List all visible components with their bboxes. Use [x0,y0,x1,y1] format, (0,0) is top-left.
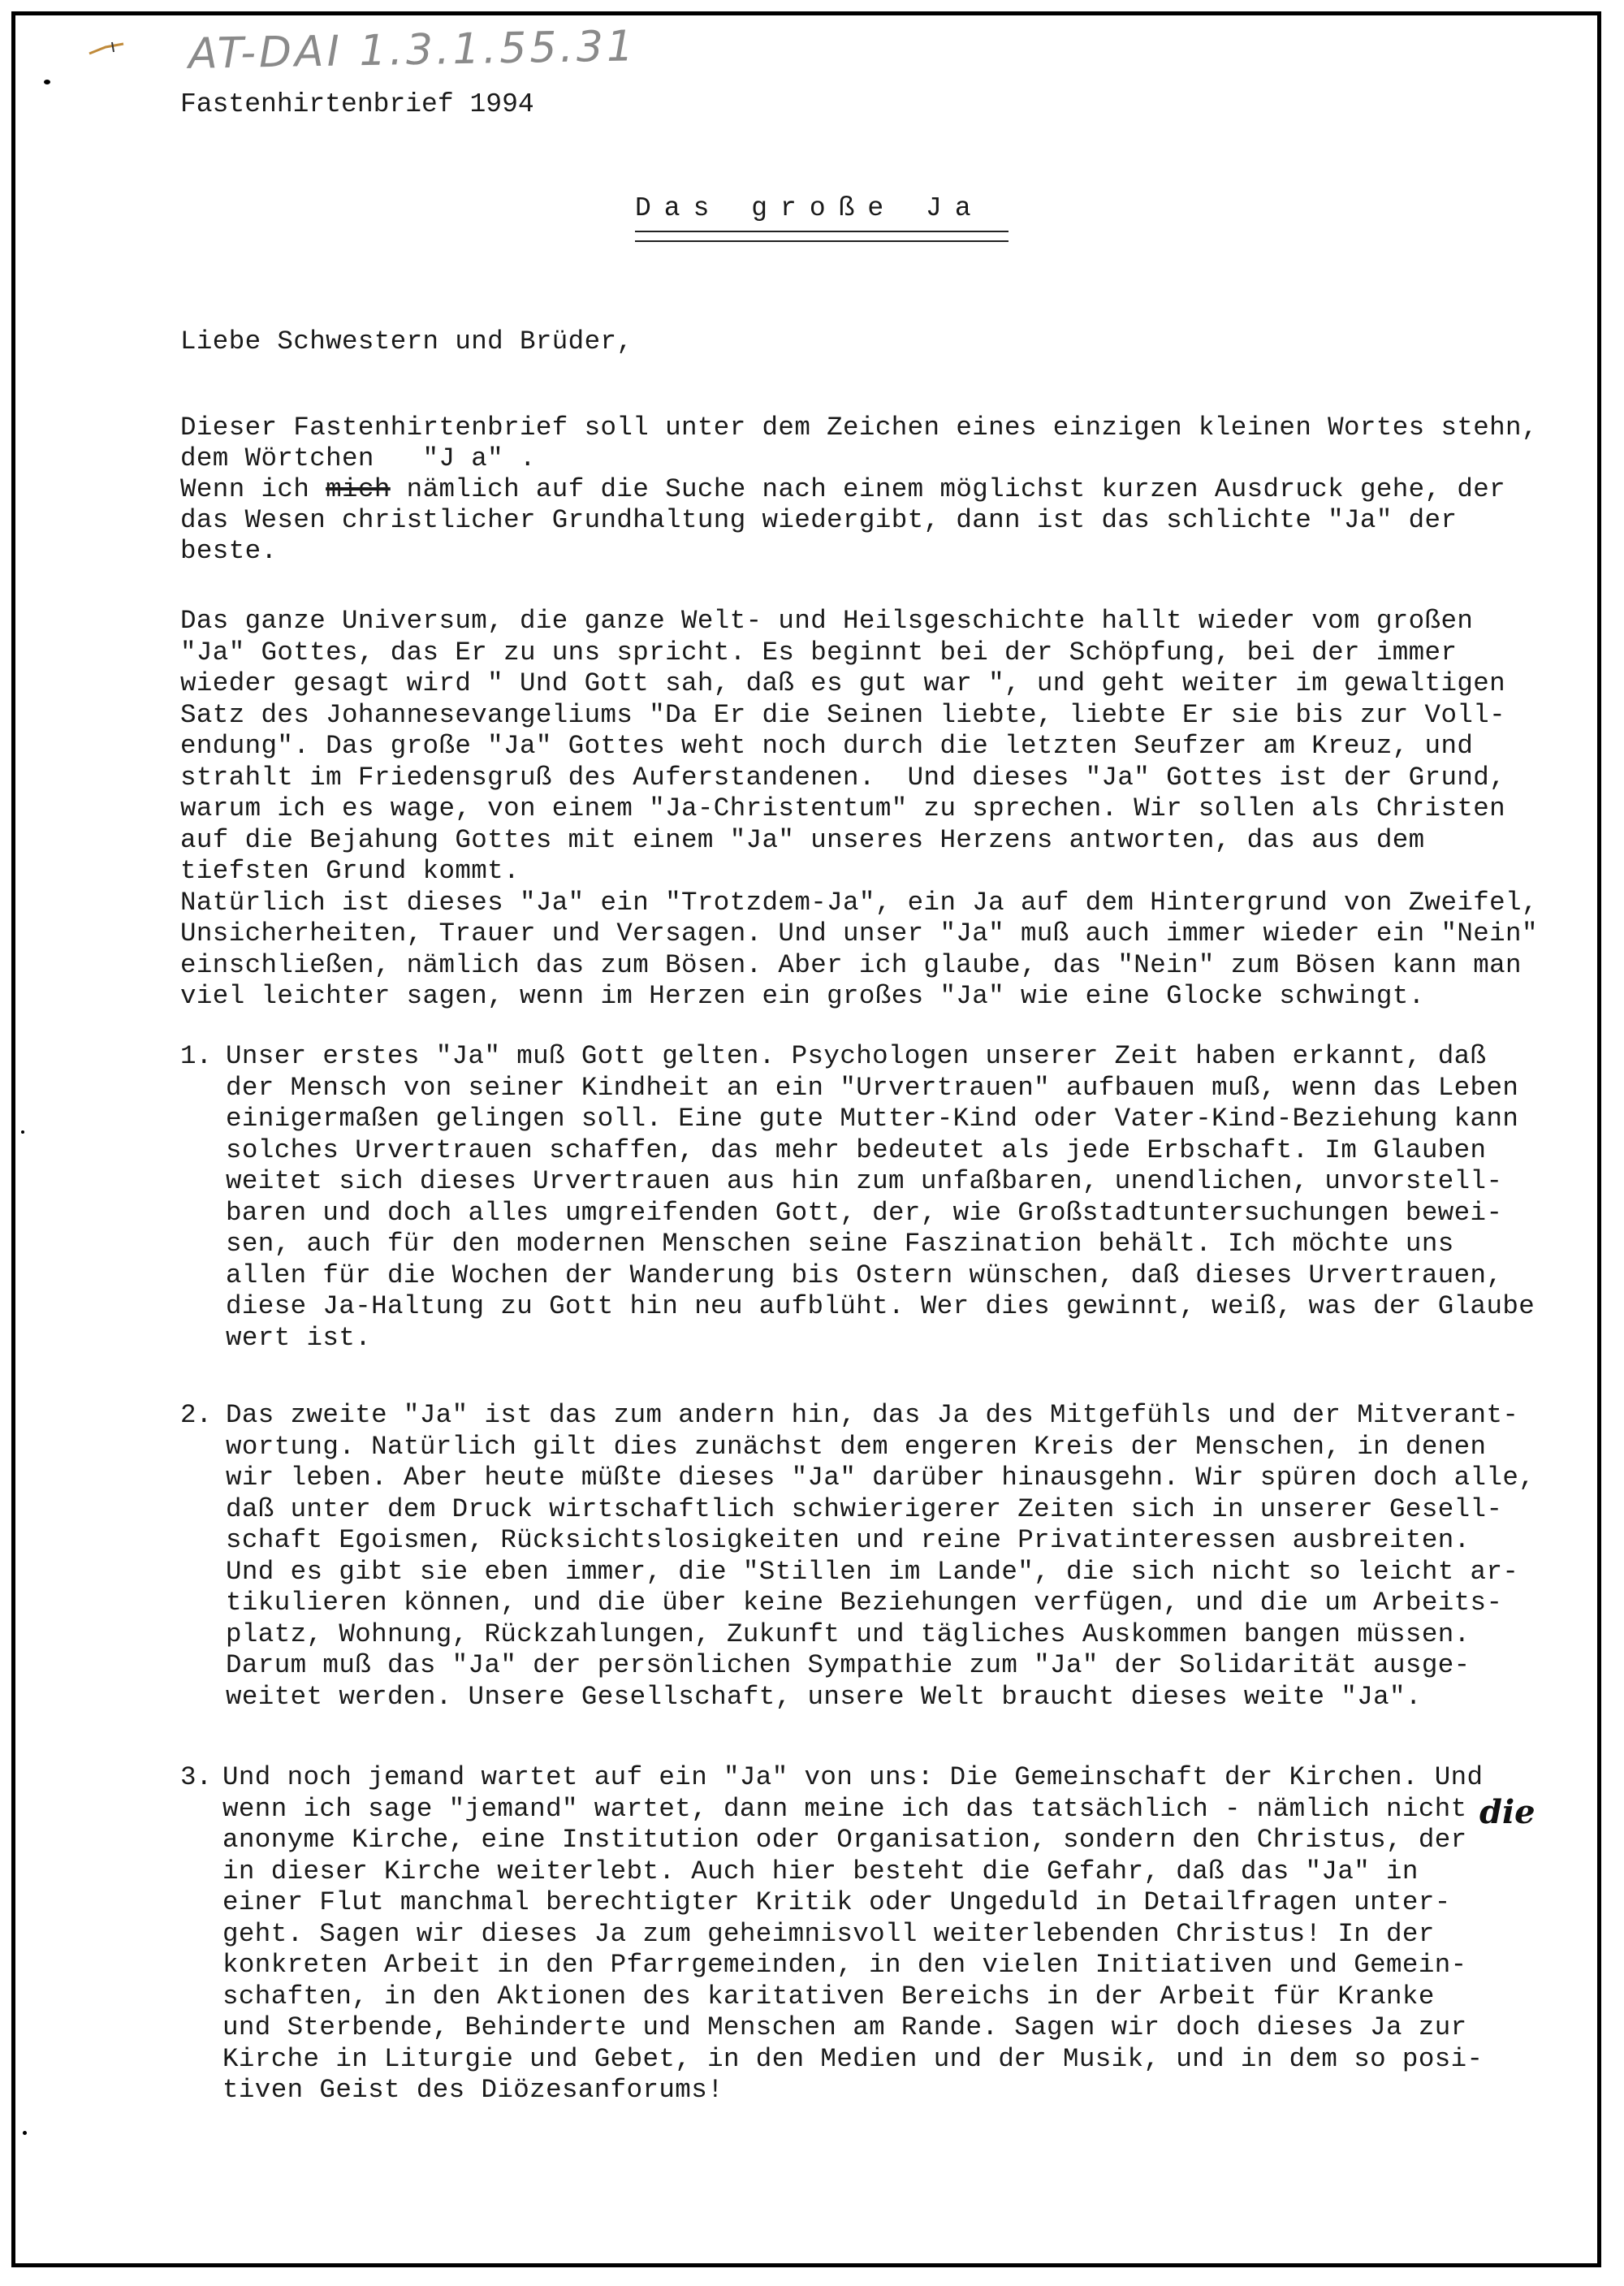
text-line: der Mensch von seiner Kindheit an ein "Urvertrauen" aufbauen muß, wenn das Leben [226,1072,1519,1103]
text-line: Das ganze Universum, die ganze Welt- und Heilsgeschichte hallt wieder vom großen [180,606,1474,636]
text-line: viel leichter sagen, wenn im Herzen ein großes "Ja" wie eine Glocke schwingt. [180,981,1425,1011]
archive-stamp: AT-DAI 1.3.1.55.31 [188,22,637,79]
text-line: Wenn ich mich nämlich auf die Suche nach einem möglichst kurzen Ausdruck gehe, der [180,474,1506,504]
ink-dot [21,1130,24,1134]
text-line: schaft Egoismen, Rücksichtslosigkeiten und reine Privatinteressen ausbreiten. [226,1525,1471,1555]
text-line: wieder gesagt wird " Und Gott sah, daß es gut war ", und geht weiter im gewaltigen [180,668,1506,698]
text-line: wenn ich sage "jemand" wartet, dann meine ich das tatsächlich - nämlich nicht [222,1793,1467,1824]
title-underline [635,231,1009,242]
text-line: wert ist. [226,1322,372,1353]
text-line: das Wesen christlicher Grundhaltung wiedergibt, dann ist das schlichte "Ja" der [180,505,1458,535]
salutation: Liebe Schwestern und Brüder, [180,326,633,357]
struck-word: mich [326,474,391,504]
text-line: weitet werden. Unsere Gesellschaft, unsere Welt braucht dieses weite "Ja". [226,1681,1422,1712]
letter-header: Fastenhirtenbrief 1994 [180,89,534,119]
list-number: 2. [180,1400,213,1430]
text-line: diese Ja-Haltung zu Gott hin neu aufblüht. Wer dies gewinnt, weiß, was der Glaube [226,1291,1535,1321]
text-line: anonyme Kirche, eine Institution oder Organisation, sondern den Christus, der [222,1825,1467,1855]
text-line: "Ja" Gottes, das Er zu uns spricht. Es beginnt bei der Schöpfung, bei der immer [180,637,1458,668]
handwritten-insertion: die [1479,1793,1535,1831]
ink-dot [23,2131,27,2135]
text-line: Das zweite "Ja" ist das zum andern hin, das Ja des Mitgefühls und der Mitverant- [226,1400,1519,1430]
text-line: sen, auch für den modernen Menschen seine Faszination behält. Ich möchte uns [226,1229,1454,1259]
text-line: platz, Wohnung, Rückzahlungen, Zukunft und tägliches Auskommen bangen müssen. [226,1618,1471,1649]
text-line: einigermaßen gelingen soll. Eine gute Mutter-Kind oder Vater-Kind-Beziehung kann [226,1104,1519,1134]
text-line: Unsicherheiten, Trauer und Versagen. Und unser "Ja" muß auch immer wieder ein "Nein" [180,918,1538,949]
text-line: Und noch jemand wartet auf ein "Ja" von uns: Die Gemeinschaft der Kirchen. Und [222,1762,1484,1792]
text-line: daß unter dem Druck wirtschaftlich schwierigerer Zeiten sich in unserer Gesell- [226,1493,1503,1524]
text-line: Unser erstes "Ja" muß Gott gelten. Psychologen unserer Zeit haben erkannt, daß [226,1041,1487,1071]
text-line: allen für die Wochen der Wanderung bis Ostern wünschen, daß dieses Urvertrauen, [226,1260,1503,1290]
text-line: schaften, in den Aktionen des karitativen Bereichs in der Arbeit für Kranke [222,1981,1435,2012]
text-line: Und es gibt sie eben immer, die "Stillen im Lande", die sich nicht so leicht ar- [226,1556,1519,1587]
text-line: auf die Bejahung Gottes mit einem "Ja" unseres Herzens antworten, das aus dem [180,824,1425,855]
text-line: beste. [180,536,278,566]
text-line: baren und doch alles umgreifenden Gott, der, wie Großstadtuntersuchungen bewei- [226,1197,1503,1228]
text-line: tiefsten Grund kommt. [180,856,520,886]
text-line: einschließen, nämlich das zum Bösen. Aber ich glaube, das "Nein" zum Bösen kann man [180,949,1522,980]
text-line: dem Wörtchen "J a" . [180,443,536,473]
text-line: in dieser Kirche weiterlebt. Auch hier besteht die Gefahr, daß das "Ja" in [222,1856,1419,1886]
text-line: strahlt im Friedensgruß des Auferstandenen. Und dieses "Ja" Gottes ist der Grund, [180,762,1506,793]
text-line: Dieser Fastenhirtenbrief soll unter dem Zeichen eines einzigen kleinen Wortes stehn, [180,413,1538,443]
text-line: und Sterbende, Behinderte und Menschen am Rande. Sagen wir doch dieses Ja zur [222,2012,1467,2042]
text-line: einer Flut manchmal berechtigter Kritik oder Ungeduld in Detailfragen unter- [222,1887,1451,1917]
text-line: wir leben. Aber heute müßte dieses "Ja" darüber hinausgehn. Wir spüren doch alle, [226,1463,1535,1493]
text-line: konkreten Arbeit in den Pfarrgemeinden, in den vielen Initiativen und Gemein- [222,1950,1467,1980]
text-line: geht. Sagen wir dieses Ja zum geheimnisvoll weiterlebenden Christus! In der [222,1918,1435,1949]
pencil-tick-mark [88,41,125,57]
list-number: 1. [180,1041,213,1071]
list-number: 3. [180,1762,213,1792]
text-line: Satz des Johannesevangeliums "Da Er die Seinen liebte, liebte Er sie bis zur Voll- [180,699,1506,730]
ink-dot [44,80,50,84]
text-line: weitet sich dieses Urvertrauen aus hin zum unfaßbaren, unendlichen, unvorstell- [226,1166,1503,1196]
text-line: warum ich es wage, von einem "Ja-Christentum" zu sprechen. Wir sollen als Christen [180,793,1506,823]
text-line: wortung. Natürlich gilt dies zunächst dem engeren Kreis der Menschen, in denen [226,1431,1487,1462]
text-line: Darum muß das "Ja" der persönlichen Sympathie zum "Ja" der Solidarität ausge- [226,1650,1471,1680]
text-line: Kirche in Liturgie und Gebet, in den Medien und der Musik, und in dem so posi- [222,2043,1484,2074]
page-title: Das große Ja [635,193,984,223]
text-line: tiven Geist des Diözesanforums! [222,2075,723,2105]
text-line: tikulieren können, und die über keine Beziehungen verfügen, und die um Arbeits- [226,1588,1503,1618]
text-line: endung". Das große "Ja" Gottes weht noch durch die letzten Seufzer am Kreuz, und [180,731,1474,761]
text-line: Natürlich ist dieses "Ja" ein "Trotzdem-Ja", ein Ja auf dem Hintergrund von Zweifel, [180,887,1538,918]
text-line: solches Urvertrauen schaffen, das mehr bedeutet als jede Erbschaft. Im Glauben [226,1134,1487,1165]
